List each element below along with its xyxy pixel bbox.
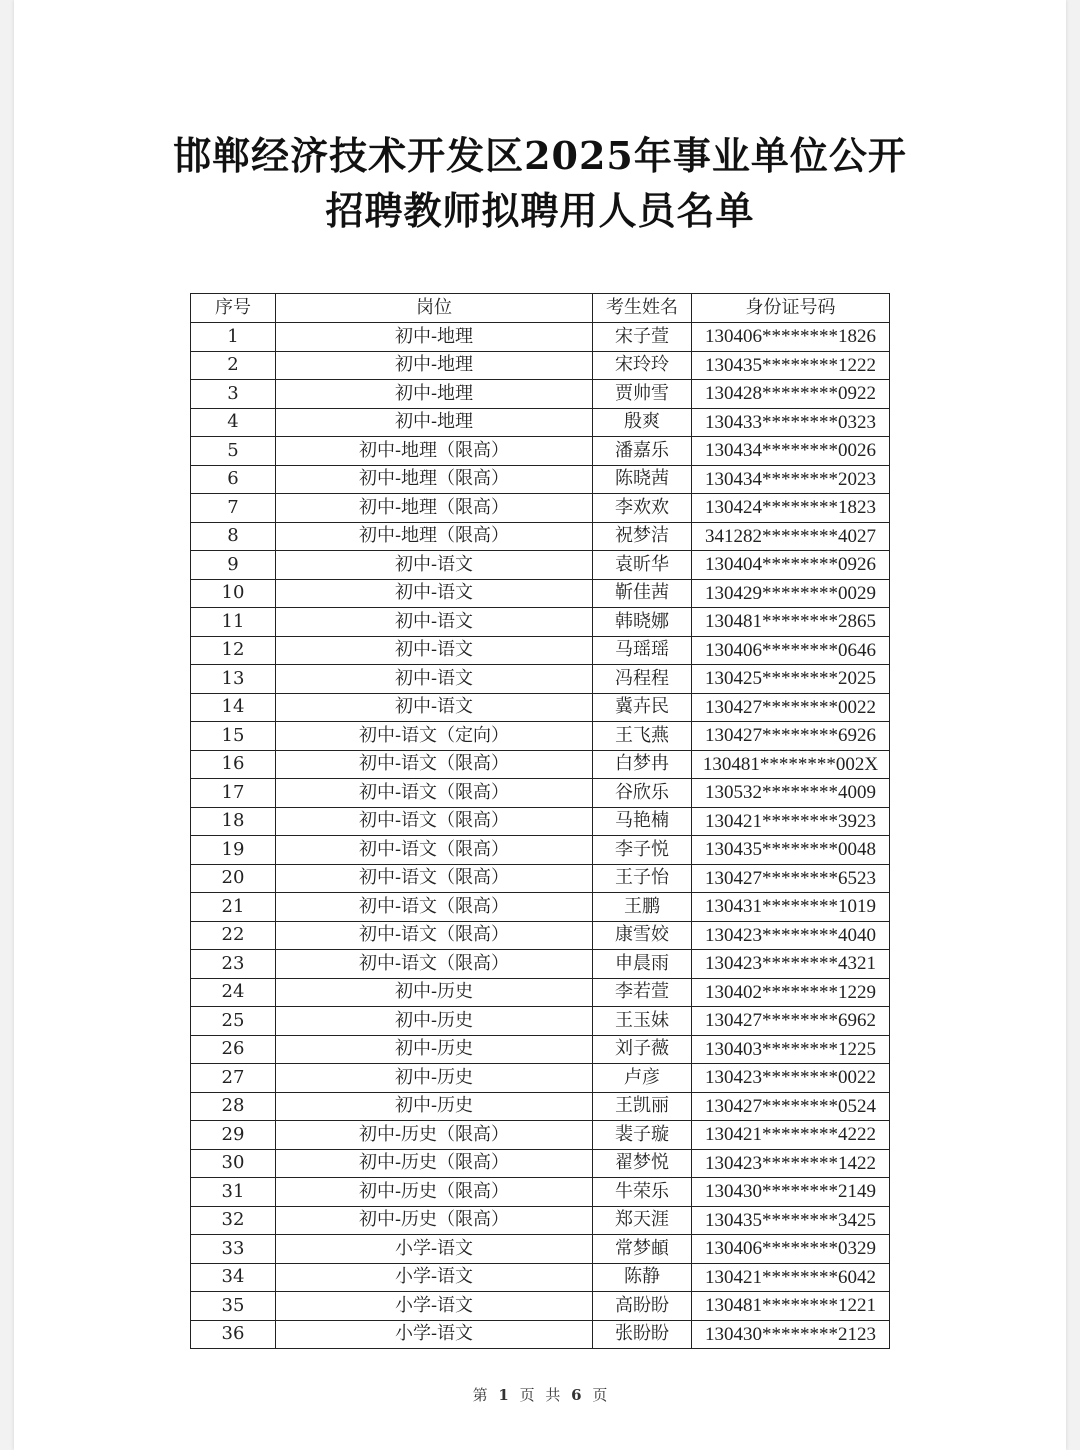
table-row	[191, 1035, 890, 1064]
cell-position: 初中-语文（限高）	[276, 807, 593, 836]
cell-serial-number: 14	[191, 693, 276, 722]
cell-candidate-name: 王子怡	[593, 864, 692, 893]
cell-id-number: 130423********4321	[692, 950, 890, 979]
cell-id-number: 130423********0022	[692, 1064, 890, 1093]
header-serial-number: 序号	[191, 294, 276, 323]
cell-serial-number: 8	[191, 522, 276, 551]
cell-candidate-name: 申晨雨	[593, 950, 692, 979]
cell-id-number: 130421********6042	[692, 1263, 890, 1292]
cell-serial-number: 22	[191, 921, 276, 950]
cell-position: 初中-历史（限高）	[276, 1149, 593, 1178]
cell-serial-number: 7	[191, 494, 276, 523]
table-row	[191, 465, 890, 494]
cell-candidate-name: 殷爽	[593, 408, 692, 437]
cell-position: 初中-语文（限高）	[276, 950, 593, 979]
cell-position: 初中-地理	[276, 380, 593, 409]
table-row	[191, 380, 890, 409]
cell-serial-number: 32	[191, 1206, 276, 1235]
cell-serial-number: 13	[191, 665, 276, 694]
cell-id-number: 341282********4027	[692, 522, 890, 551]
table-row	[191, 323, 890, 352]
cell-candidate-name: 李若萱	[593, 978, 692, 1007]
cell-candidate-name: 康雪姣	[593, 921, 692, 950]
table-row	[191, 1007, 890, 1036]
table-row	[191, 807, 890, 836]
cell-id-number: 130406********1826	[692, 323, 890, 352]
cell-serial-number: 1	[191, 323, 276, 352]
cell-serial-number: 11	[191, 608, 276, 637]
table-row	[191, 1292, 890, 1321]
cell-candidate-name: 祝梦洁	[593, 522, 692, 551]
cell-candidate-name: 郑天涯	[593, 1206, 692, 1235]
cell-position: 初中-地理	[276, 351, 593, 380]
cell-serial-number: 31	[191, 1178, 276, 1207]
cell-serial-number: 20	[191, 864, 276, 893]
table-body	[191, 323, 890, 1349]
cell-serial-number: 35	[191, 1292, 276, 1321]
cell-position: 初中-语文	[276, 665, 593, 694]
table-row	[191, 950, 890, 979]
cell-serial-number: 30	[191, 1149, 276, 1178]
cell-position: 小学-语文	[276, 1292, 593, 1321]
cell-serial-number: 12	[191, 636, 276, 665]
table-row	[191, 494, 890, 523]
cell-position: 初中-历史	[276, 1007, 593, 1036]
cell-serial-number: 19	[191, 836, 276, 865]
cell-position: 初中-地理	[276, 323, 593, 352]
document-title-line1: 邯郸经济技术开发区2025年事业单位公开	[173, 133, 907, 178]
table-row	[191, 1263, 890, 1292]
cell-position: 初中-语文（限高）	[276, 750, 593, 779]
cell-position: 初中-语文（限高）	[276, 864, 593, 893]
cell-serial-number: 5	[191, 437, 276, 466]
table-row	[191, 1121, 890, 1150]
header-id-number: 身份证号码	[692, 294, 890, 323]
cell-id-number: 130421********4222	[692, 1121, 890, 1150]
cell-position: 小学-语文	[276, 1235, 593, 1264]
table-row	[191, 665, 890, 694]
cell-candidate-name: 潘嘉乐	[593, 437, 692, 466]
cell-id-number: 130481********1221	[692, 1292, 890, 1321]
table-row	[191, 1149, 890, 1178]
cell-serial-number: 10	[191, 579, 276, 608]
cell-position: 初中-历史	[276, 1035, 593, 1064]
cell-candidate-name: 靳佳茜	[593, 579, 692, 608]
cell-id-number: 130429********0029	[692, 579, 890, 608]
cell-candidate-name: 卢彦	[593, 1064, 692, 1093]
cell-serial-number: 23	[191, 950, 276, 979]
cell-id-number: 130427********6523	[692, 864, 890, 893]
cell-candidate-name: 冯程程	[593, 665, 692, 694]
cell-id-number: 130427********0524	[692, 1092, 890, 1121]
cell-position: 初中-语文（限高）	[276, 779, 593, 808]
table-row	[191, 551, 890, 580]
cell-serial-number: 34	[191, 1263, 276, 1292]
cell-serial-number: 27	[191, 1064, 276, 1093]
cell-serial-number: 28	[191, 1092, 276, 1121]
cell-candidate-name: 张盼盼	[593, 1320, 692, 1349]
table-row	[191, 779, 890, 808]
cell-candidate-name: 陈晓茜	[593, 465, 692, 494]
cell-position: 初中-历史（限高）	[276, 1206, 593, 1235]
cell-position: 初中-历史	[276, 978, 593, 1007]
cell-candidate-name: 白梦冉	[593, 750, 692, 779]
cell-id-number: 130430********2149	[692, 1178, 890, 1207]
table-row	[191, 636, 890, 665]
header-position: 岗位	[276, 294, 593, 323]
table-row	[191, 351, 890, 380]
cell-serial-number: 36	[191, 1320, 276, 1349]
document-title-line2: 招聘教师拟聘用人员名单	[325, 188, 755, 233]
cell-candidate-name: 冀卉民	[593, 693, 692, 722]
cell-position: 初中-历史（限高）	[276, 1121, 593, 1150]
cell-id-number: 130481********2865	[692, 608, 890, 637]
table-row	[191, 750, 890, 779]
cell-id-number: 130421********3923	[692, 807, 890, 836]
table-row	[191, 1064, 890, 1093]
table-row	[191, 579, 890, 608]
cell-candidate-name: 马瑶瑶	[593, 636, 692, 665]
cell-serial-number: 9	[191, 551, 276, 580]
cell-id-number: 130427********0022	[692, 693, 890, 722]
cell-candidate-name: 宋子萱	[593, 323, 692, 352]
cell-serial-number: 29	[191, 1121, 276, 1150]
current-page-number: 1	[498, 1386, 509, 1404]
cell-candidate-name: 马艳楠	[593, 807, 692, 836]
table-row	[191, 1320, 890, 1349]
footer-suffix: 页	[592, 1386, 608, 1404]
cell-position: 初中-地理（限高）	[276, 522, 593, 551]
cell-position: 初中-语文	[276, 693, 593, 722]
cell-serial-number: 18	[191, 807, 276, 836]
cell-candidate-name: 谷欣乐	[593, 779, 692, 808]
cell-position: 初中-历史	[276, 1064, 593, 1093]
cell-position: 初中-语文	[276, 608, 593, 637]
table-row	[191, 1092, 890, 1121]
cell-id-number: 130403********1225	[692, 1035, 890, 1064]
cell-serial-number: 15	[191, 722, 276, 751]
cell-candidate-name: 高盼盼	[593, 1292, 692, 1321]
cell-id-number: 130427********6926	[692, 722, 890, 751]
cell-id-number: 130433********0323	[692, 408, 890, 437]
cell-position: 初中-地理（限高）	[276, 494, 593, 523]
cell-id-number: 130435********0048	[692, 836, 890, 865]
cell-id-number: 130406********0646	[692, 636, 890, 665]
cell-id-number: 130435********1222	[692, 351, 890, 380]
cell-serial-number: 16	[191, 750, 276, 779]
cell-serial-number: 26	[191, 1035, 276, 1064]
table-row	[191, 1235, 890, 1264]
footer-middle: 页 共	[519, 1386, 561, 1404]
header-candidate-name: 考生姓名	[593, 294, 692, 323]
page-footer	[0, 1384, 1080, 1405]
table-header-row	[191, 294, 890, 323]
cell-candidate-name: 翟梦悦	[593, 1149, 692, 1178]
cell-candidate-name: 贾帅雪	[593, 380, 692, 409]
cell-id-number: 130427********6962	[692, 1007, 890, 1036]
cell-candidate-name: 韩晓娜	[593, 608, 692, 637]
cell-id-number: 130532********4009	[692, 779, 890, 808]
cell-id-number: 130425********2025	[692, 665, 890, 694]
cell-position: 初中-语文	[276, 551, 593, 580]
table-row	[191, 693, 890, 722]
cell-position: 初中-语文（限高）	[276, 836, 593, 865]
cell-position: 初中-语文	[276, 579, 593, 608]
cell-id-number: 130423********4040	[692, 921, 890, 950]
cell-id-number: 130428********0922	[692, 380, 890, 409]
cell-id-number: 130431********1019	[692, 893, 890, 922]
cell-candidate-name: 刘子薇	[593, 1035, 692, 1064]
cell-candidate-name: 王鹏	[593, 893, 692, 922]
table-row	[191, 522, 890, 551]
table-row	[191, 408, 890, 437]
cell-position: 初中-地理（限高）	[276, 465, 593, 494]
cell-position: 初中-地理	[276, 408, 593, 437]
cell-candidate-name: 李子悦	[593, 836, 692, 865]
table-row	[191, 978, 890, 1007]
table-row	[191, 921, 890, 950]
cell-candidate-name: 王玉妹	[593, 1007, 692, 1036]
cell-candidate-name: 宋玲玲	[593, 351, 692, 380]
cell-serial-number: 2	[191, 351, 276, 380]
cell-id-number: 130406********0329	[692, 1235, 890, 1264]
cell-serial-number: 4	[191, 408, 276, 437]
cell-serial-number: 24	[191, 978, 276, 1007]
table-row	[191, 1178, 890, 1207]
cell-candidate-name: 袁昕华	[593, 551, 692, 580]
table-row	[191, 437, 890, 466]
table-row	[191, 893, 890, 922]
cell-id-number: 130430********2123	[692, 1320, 890, 1349]
table-row	[191, 722, 890, 751]
cell-id-number: 130423********1422	[692, 1149, 890, 1178]
table-row	[191, 836, 890, 865]
cell-serial-number: 25	[191, 1007, 276, 1036]
cell-serial-number: 33	[191, 1235, 276, 1264]
table-row	[191, 1206, 890, 1235]
cell-candidate-name: 王飞燕	[593, 722, 692, 751]
cell-candidate-name: 裴子璇	[593, 1121, 692, 1150]
cell-id-number: 130434********2023	[692, 465, 890, 494]
cell-position: 初中-语文（限高）	[276, 921, 593, 950]
cell-position: 初中-语文（限高）	[276, 893, 593, 922]
cell-position: 初中-历史（限高）	[276, 1178, 593, 1207]
cell-candidate-name: 常梦頔	[593, 1235, 692, 1264]
footer-prefix: 第	[472, 1386, 488, 1404]
cell-position: 初中-语文（定向）	[276, 722, 593, 751]
cell-id-number: 130481********002X	[692, 750, 890, 779]
hire-list-table	[190, 293, 890, 1349]
cell-candidate-name: 牛荣乐	[593, 1178, 692, 1207]
cell-id-number: 130435********3425	[692, 1206, 890, 1235]
cell-position: 小学-语文	[276, 1263, 593, 1292]
cell-id-number: 130424********1823	[692, 494, 890, 523]
cell-candidate-name: 王凯丽	[593, 1092, 692, 1121]
cell-serial-number: 3	[191, 380, 276, 409]
cell-id-number: 130402********1229	[692, 978, 890, 1007]
cell-candidate-name: 陈静	[593, 1263, 692, 1292]
cell-serial-number: 6	[191, 465, 276, 494]
cell-id-number: 130434********0026	[692, 437, 890, 466]
table-row	[191, 864, 890, 893]
cell-id-number: 130404********0926	[692, 551, 890, 580]
cell-position: 初中-地理（限高）	[276, 437, 593, 466]
cell-position: 初中-历史	[276, 1092, 593, 1121]
table-header	[191, 294, 890, 323]
table-row	[191, 608, 890, 637]
cell-candidate-name: 李欢欢	[593, 494, 692, 523]
cell-serial-number: 21	[191, 893, 276, 922]
cell-serial-number: 17	[191, 779, 276, 808]
total-pages-number: 6	[571, 1386, 582, 1404]
cell-position: 小学-语文	[276, 1320, 593, 1349]
cell-position: 初中-语文	[276, 636, 593, 665]
